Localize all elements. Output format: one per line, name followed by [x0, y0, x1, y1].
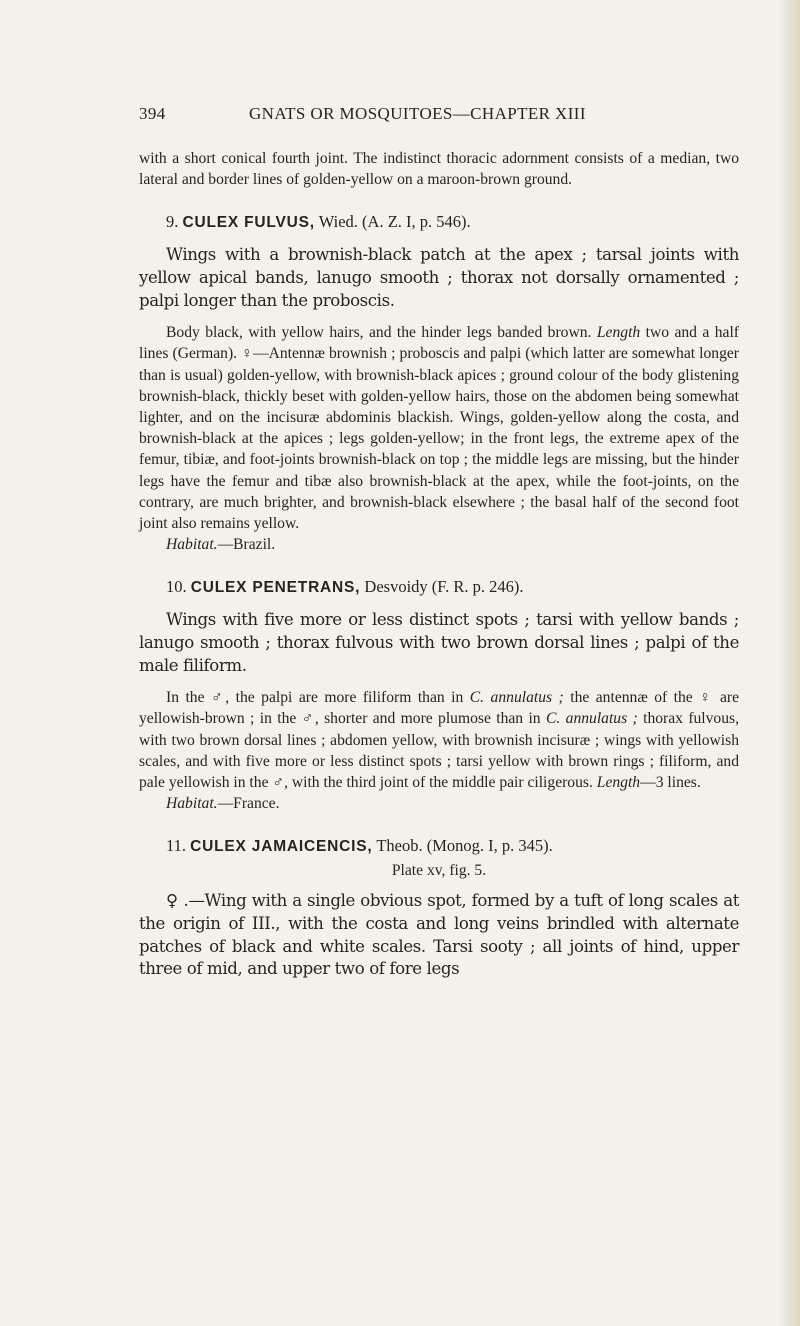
running-header — [139, 104, 739, 128]
species-diagnosis-9: Wings with a brownish-black patch at the apex ; tarsal joints with yellow apical bands, lanugo smooth ; thorax not dorsally ornamented ; palpi longer than the proboscis. — [139, 245, 739, 310]
species-heading-10 — [139, 577, 739, 597]
description-text: two and a half lines (German). ♀—Antennæ brownish ; proboscis and palpi (which latter are somewhat longer than is usual) golden-yellow, with brownish-black apices ; ground colour of the body glistening brownish-black, thickly beset with golden-yellow hairs, those on the abdomen being somewhat lighter, and on the incisuræ abdominis blackish. Wings, golden-yellow along the costa, and brownish-black at the apices ; legs golden-yellow; in the front legs, the extreme apex of the femur, tibiæ, and foot-joints brownish-black on top ; the middle legs are missing, but the hinder legs have the femur and tibæ also brownish-black at the apex, while the foot-joints, on the contrary, are much brighter, and brownish-black elsewhere ; the basal half of the second foot joint also remains yellow. — [139, 324, 739, 533]
species-name: CULEX JAMAICENCIS, — [190, 838, 373, 856]
plate-reference: Plate xv, fig. 5. — [391, 862, 487, 880]
habitat-value: —France. — [217, 795, 280, 813]
species-heading-11 — [139, 836, 739, 856]
species-number: 9. — [166, 212, 179, 232]
page-edge-shadow — [778, 0, 800, 1326]
habitat-label: Habitat. — [166, 795, 218, 813]
species-description-9 — [139, 322, 739, 534]
habitat-label: Habitat. — [166, 536, 218, 554]
habitat-value: —Brazil. — [217, 536, 276, 554]
page-body — [139, 148, 739, 981]
page-number: 394 — [139, 104, 166, 123]
species-citation: C. annulatus ; — [545, 710, 638, 728]
species-number: 11. — [166, 836, 187, 856]
species-citation: C. annulatus ; — [469, 689, 564, 707]
species-reference: Desvoidy (F. R. p. 246). — [364, 577, 524, 597]
species-diagnosis-10: Wings with five more or less distinct spots ; tarsi with yellow bands ; lanugo smooth ; thorax fulvous with two brown dorsal lines ; palpi of the male filiform. — [139, 610, 739, 675]
species-number: 10. — [166, 577, 187, 597]
species-habitat-10 — [139, 793, 739, 814]
intro-paragraph: with a short conical fourth joint. The indistinct thoracic adornment consists of a median, two lateral and border lines of golden-yellow on a maroon-brown ground. — [139, 150, 739, 189]
running-head-title: GNATS OR MOSQUITOES—CHAPTER XIII — [249, 104, 586, 123]
species-heading-9 — [139, 212, 739, 232]
description-text: thorax fulvous, with two brown dorsal lines ; abdomen yellow, with brownish incisuræ ; wings with yellowish scales, and with five more or less distinct spots ; tarsi yellow with brown rings ; filiform, and pale yellowish in the ♂, with the third joint of the middle pair ciligerous. — [139, 710, 739, 792]
species-habitat-9 — [139, 534, 739, 555]
species-description-10 — [139, 687, 739, 793]
species-reference: Wied. (A. Z. I, p. 546). — [318, 212, 471, 232]
species-name: CULEX FULVUS, — [182, 214, 315, 232]
species-diagnosis-11: ♀ .—Wing with a single obvious spot, formed by a tuft of long scales at the origin of III., with the costa and long veins brindled with alternate patches of black and white scales. Tarsi sooty ; all joints of hind, upper three of mid, and upper two of fore legs — [139, 891, 739, 979]
length-label: Length — [596, 774, 641, 792]
description-text: the antennæ of the ♀ are yellowish-brown ; in the ♂, shorter and more plumose than in — [139, 689, 739, 728]
description-text: Body black, with yellow hairs, and the hinder legs banded brown. — [166, 324, 592, 342]
description-text: In the ♂, the palpi are more filiform than in — [166, 689, 464, 707]
length-label: Length — [596, 324, 641, 342]
species-reference: Theob. (Monog. I, p. 345). — [376, 836, 553, 856]
length-value: —3 lines. — [640, 774, 701, 792]
species-name: CULEX PENETRANS, — [190, 579, 361, 597]
